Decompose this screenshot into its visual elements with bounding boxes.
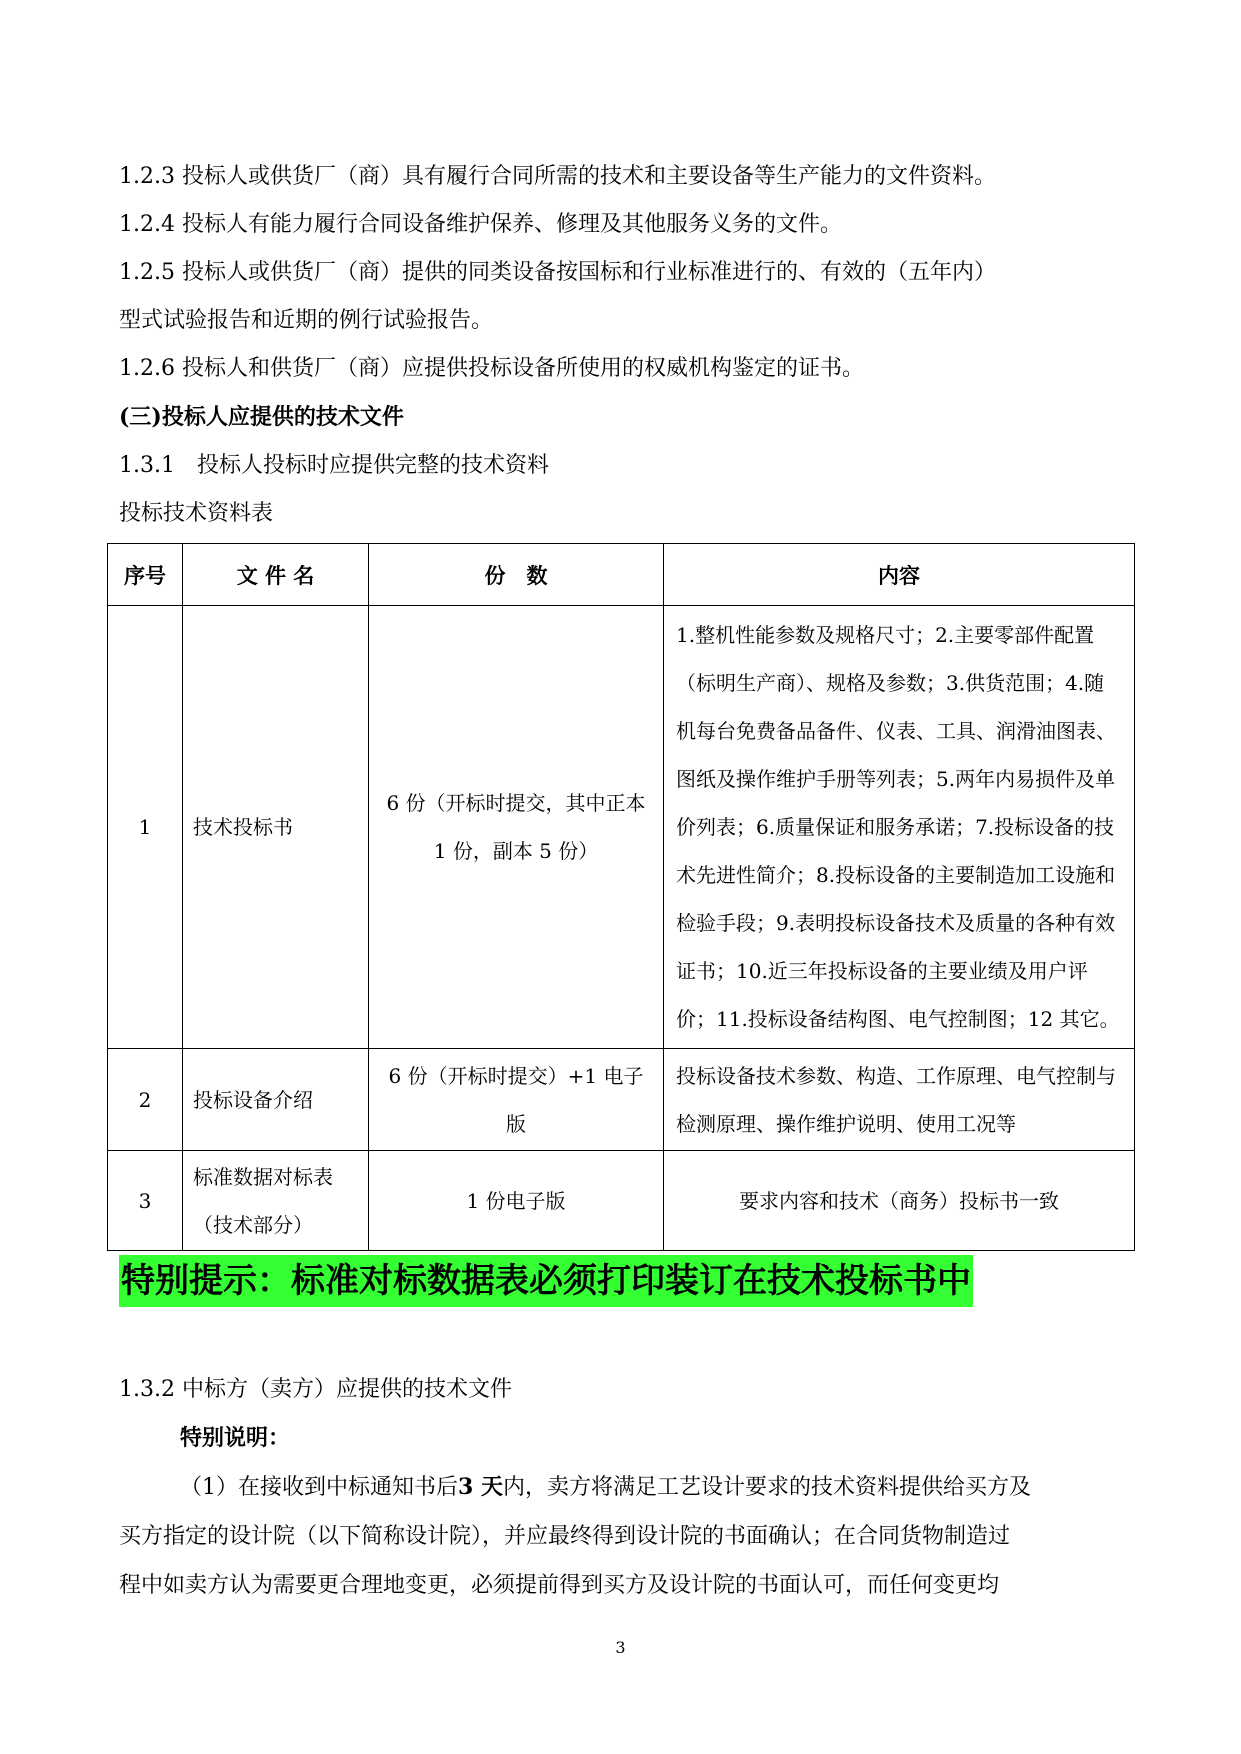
row-no: 2 bbox=[108, 1049, 183, 1151]
row-content bbox=[664, 1049, 1135, 1151]
clause-1-2-5-line2: 型式试验报告和近期的例行试验报告。 bbox=[119, 308, 494, 333]
row-content bbox=[664, 1151, 1135, 1251]
clause-1-2-4: 1.2.4 投标人有能力履行合同设备维护保养、修理及其他服务义务的文件。 bbox=[119, 212, 842, 237]
row-no: 1 bbox=[108, 606, 183, 1049]
note-1-days: 3 天 bbox=[458, 1474, 503, 1500]
clause-1-2-6: 1.2.6 投标人和供货厂（商）应提供投标设备所使用的权威机构鉴定的证书。 bbox=[119, 356, 864, 381]
note-1-line1 bbox=[180, 1463, 1190, 1512]
row-name-text: 投标设备介绍 bbox=[193, 1087, 313, 1112]
table-caption: 投标技术资料表 bbox=[119, 501, 274, 526]
special-notice-highlight: 特别提示：标准对标数据表必须打印装订在技术投标书中 bbox=[119, 1255, 973, 1307]
header-content: 内容 bbox=[664, 544, 1135, 606]
row-content-text: 投标设备技术参数、构造、工作原理、电气控制与检测原理、操作维护说明、使用工况等 bbox=[676, 1063, 1116, 1136]
row-content-text: 1.整机性能参数及规格尺寸；2.主要零部件配置（标明生产商）、规格及参数；3.供货范围；4.随机每台免费备品备件、仪表、工具、润滑油图表、图纸及操作维护手册等列表；5.两年内易损件及单价列表；6.质量保证和服务承诺；7.投标设备的技术先进性简介；8.投标设备的主要制造加工设施和检验手段；9.表明投标设备技术及质量的各种有效证书；10.近三年投标设备的主要业绩及用户评价；11.投标设备结构图、电气控制图；12 其它。 bbox=[676, 623, 1120, 1031]
table-row bbox=[108, 1049, 1135, 1151]
tech-documents-table bbox=[107, 543, 1135, 1251]
note-1-line3: 程中如卖方认为需要更合理地变更，必须提前得到买方及设计院的书面认可，而任何变更均 bbox=[119, 1573, 1000, 1598]
row-copies-text: 6 份（开标时提交）+1 电子版 bbox=[388, 1063, 644, 1136]
clause-1-3-2: 1.3.2 中标方（卖方）应提供的技术文件 bbox=[119, 1377, 512, 1402]
header-copies: 份 数 bbox=[369, 544, 664, 606]
header-no: 序号 bbox=[108, 544, 183, 606]
clause-1-2-5-line1: 1.2.5 投标人或供货厂（商）提供的同类设备按国标和行业标准进行的、有效的（五年内） bbox=[119, 260, 996, 285]
note-1-line2: 买方指定的设计院（以下简称设计院），并应最终得到设计院的书面确认；在合同货物制造过 bbox=[119, 1524, 1011, 1549]
table-header-row bbox=[108, 544, 1135, 606]
row-copies bbox=[369, 1049, 664, 1151]
row-copies-text: 6 份（开标时提交，其中正本 1 份，副本 5 份） bbox=[386, 791, 646, 863]
row-name bbox=[183, 1151, 369, 1251]
section-heading-3: (三)投标人应提供的技术文件 bbox=[119, 404, 404, 430]
table-row bbox=[108, 606, 1135, 1049]
header-name: 文 件 名 bbox=[183, 544, 369, 606]
row-copies bbox=[369, 606, 664, 1049]
clause-1-2-3: 1.2.3 投标人或供货厂（商）具有履行合同所需的技术和主要设备等生产能力的文件资料。 bbox=[119, 164, 996, 189]
note-1-line1-post: 内，卖方将满足工艺设计要求的技术资料提供给买方及 bbox=[502, 1475, 1031, 1500]
row-name bbox=[183, 1049, 369, 1151]
special-note-label: 特别说明： bbox=[180, 1425, 291, 1451]
row-name bbox=[183, 606, 369, 1049]
row-content-text: 要求内容和技术（商务）投标书一致 bbox=[739, 1188, 1059, 1213]
page-number: 3 bbox=[615, 1638, 626, 1657]
table-row bbox=[108, 1151, 1135, 1251]
row-content bbox=[664, 606, 1135, 1049]
row-name-text: 技术投标书 bbox=[193, 815, 293, 839]
clause-1-3-1: 1.3.1 投标人投标时应提供完整的技术资料 bbox=[119, 453, 549, 478]
row-copies-text: 1 份电子版 bbox=[466, 1188, 566, 1213]
row-copies bbox=[369, 1151, 664, 1251]
row-no: 3 bbox=[108, 1151, 183, 1251]
row-name-text: 标准数据对标表（技术部分） bbox=[193, 1164, 333, 1237]
note-1-line1-pre: （1）在接收到中标通知书后 bbox=[180, 1475, 458, 1500]
